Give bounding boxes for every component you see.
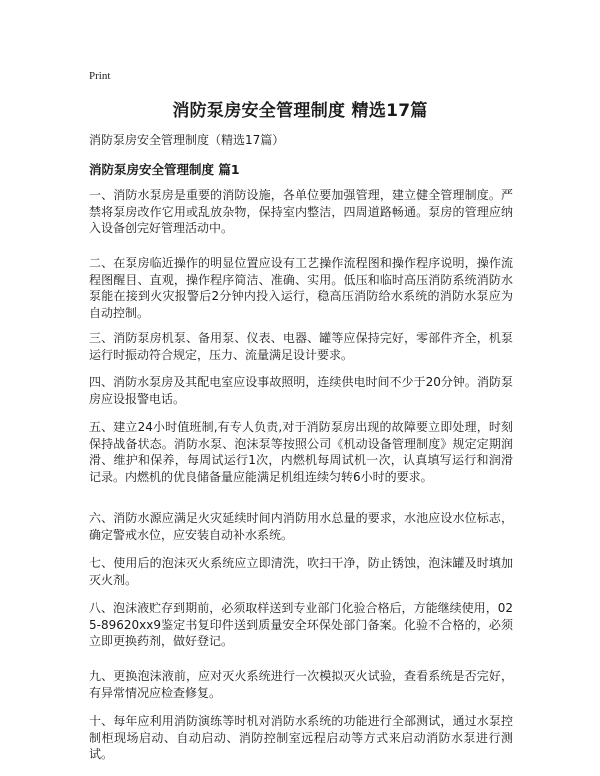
paragraph-1: 一、消防水泵房是重要的消防设施，各单位要加强管理，建立健全管理制度。严禁将泵房改作它用或乱放杂物，保持室内整洁，四周道路畅通。泵房的管理应纳入设备创完好管理活动中。 bbox=[89, 188, 513, 235]
paragraph-4: 四、消防水泵房及其配电室应设事故照明，连续供电时间不少于20分钟。消防泵房应设报警电话。 bbox=[89, 375, 513, 406]
paragraph-9: 九、更换泡沫液前，应对灭火系统进行一次模拟灭火试验，查看系统是否完好，有异常情况应检查修复。 bbox=[89, 669, 513, 700]
section-heading: 消防泵房安全管理制度 篇1 bbox=[89, 162, 240, 177]
paragraph-2: 二、在泵房临近操作的明显位置应设有工艺操作流程图和操作程序说明，操作流程图醒目、直观，操作程序简洁、准确、实用。低压和临时高压消防系统消防水泵能在接到火灾报警后2分钟内投入运行，稳高压消防给水系统的消防水泵应为自动控制。 bbox=[89, 256, 513, 320]
paragraph-8: 八、泡沫液贮存到期前，必须取样送到专业部门化验合格后，方能继续使用，025-89620xx9鉴定书复印件送到质量安全环保处部门备案。化验不合格的，必须立即更换药剂，做好登记。 bbox=[89, 601, 513, 648]
document-subtitle: 消防泵房安全管理制度（精选17篇） bbox=[89, 133, 285, 147]
document-title: 消防泵房安全管理制度 精选17篇 bbox=[172, 101, 428, 121]
paragraph-10: 十、每年应利用消防演练等时机对消防水系统的功能进行全部测试，通过水泵控制柜现场启动、自动启动、消防控制室远程启动等方式来启动消防水泵进行测试。 bbox=[89, 714, 513, 761]
paragraph-5: 五、建立24小时值班制,有专人负责,对于消防泵房出现的故障要立即处理，时刻保持战备状态。消防水泵、泡沫泵等按照公司《机动设备管理制度》规定定期润滑、维护和保养，每周试运行1次，内燃机每周试机一次，认真填写运行和润滑记录。内燃机的优良储备量应能满足机组连续匀转6小时的要求。 bbox=[89, 420, 513, 484]
print-link[interactable]: Print bbox=[89, 70, 111, 82]
paragraph-3: 三、消防泵房机泵、备用泵、仪表、电器、罐等应保持完好，零部件齐全，机泵运行时振动符合规定，压力、流量满足设计要求。 bbox=[89, 331, 513, 362]
paragraph-7: 七、使用后的泡沫灭火系统应立即清洗，吹扫干净，防止锈蚀，泡沫罐及时填加灭火剂。 bbox=[89, 556, 513, 587]
paragraph-6: 六、消防水源应满足火灾延续时间内消防用水总量的要求，水池应设水位标志，确定警戒水位，应安装自动补水系统。 bbox=[89, 511, 513, 542]
